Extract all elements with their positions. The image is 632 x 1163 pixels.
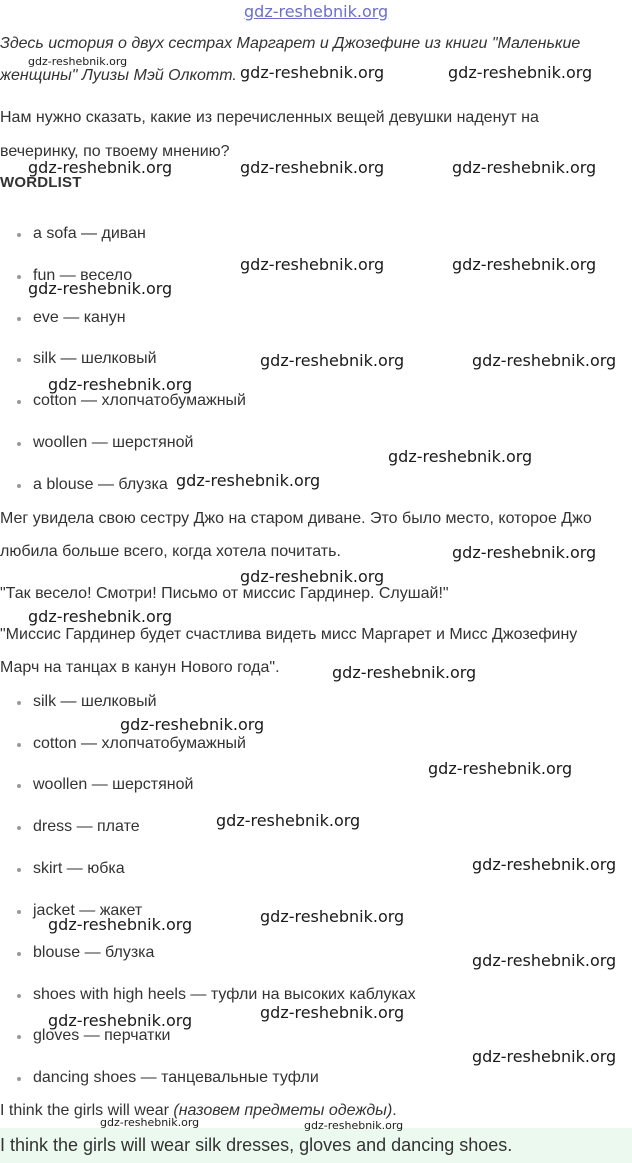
watermark: gdz-reshebnik.org (28, 607, 173, 626)
list-item: dress — плате (33, 818, 140, 835)
list-item: eve — канун (33, 309, 126, 326)
list-item: silk — шелковый (33, 350, 157, 367)
watermark: gdz-reshebnik.org (240, 255, 385, 274)
prompt-end: . (392, 1102, 397, 1119)
intro-line-2: женщины" Луизы Мэй Олкотт. (0, 67, 237, 84)
watermark: gdz-reshebnik.org (48, 375, 193, 394)
list-item: cotton — хлопчатобумажный (33, 735, 246, 752)
wordlist-heading: WORDLIST (0, 174, 82, 191)
watermark: gdz-reshebnik.org (28, 55, 128, 68)
watermark: gdz-reshebnik.org (240, 567, 385, 586)
list-item: a sofa — диван (33, 225, 146, 242)
story-line-1: Мег увидела свою сестру Джо на старом диване. Это было место, которое Джо (0, 510, 592, 527)
watermark: gdz-reshebnik.org (120, 715, 265, 734)
watermark: gdz-reshebnik.org (260, 1003, 405, 1022)
watermark: gdz-reshebnik.org (216, 811, 361, 830)
list-item: fun — весело (33, 267, 133, 284)
watermark: gdz-reshebnik.org (48, 915, 193, 934)
watermark: gdz-reshebnik.org (472, 1047, 617, 1066)
answer-box: I think the girls will wear silk dresses, gloves and dancing shoes. (0, 1128, 632, 1163)
story-line-2: любила больше всего, когда хотела почитать. (0, 543, 341, 560)
list-item: woollen — шерстяной (33, 776, 194, 793)
list-item: blouse — блузка (33, 944, 155, 961)
story-line-5: Марч на танцах в канун Нового года". (0, 659, 280, 676)
list-item: skirt — юбка (33, 860, 125, 877)
list-item: jacket — жакет (33, 902, 143, 919)
watermark: gdz-reshebnik.org (28, 158, 173, 177)
watermark: gdz-reshebnik.org (472, 951, 617, 970)
watermark: gdz-reshebnik.org (260, 907, 405, 926)
watermark: gdz-reshebnik.org (448, 63, 593, 82)
watermark: gdz-reshebnik.org (48, 1011, 193, 1030)
prompt-hint: (назовем предметы одежды) (173, 1102, 393, 1119)
story-line-3: "Так весело! Смотри! Письмо от миссис Гардинер. Слушай!" (0, 585, 449, 602)
watermark: gdz-reshebnik.org (260, 351, 405, 370)
watermark-link[interactable]: gdz-reshebnik.org (244, 2, 389, 21)
watermark: gdz-reshebnik.org (100, 1116, 200, 1129)
intro-line-1: Здесь история о двух сестрах Маргарет и Джозефине из книги "Маленькие (0, 35, 581, 52)
watermark: gdz-reshebnik.org (472, 855, 617, 874)
list-item: dancing shoes — танцевальные туфли (33, 1069, 319, 1086)
watermark: gdz-reshebnik.org (428, 759, 573, 778)
list-item: a blouse — блузка (33, 476, 168, 493)
watermark: gdz-reshebnik.org (304, 1119, 404, 1132)
watermark: gdz-reshebnik.org (240, 63, 385, 82)
story-line-4: "Миссис Гардинер будет счастлива видеть мисс Маргарет и Мисс Джозефину (0, 626, 578, 643)
task-line-2: вечеринку, по твоему мнению? (0, 143, 230, 160)
watermark: gdz-reshebnik.org (240, 158, 385, 177)
watermark: gdz-reshebnik.org (452, 543, 597, 562)
watermark: gdz-reshebnik.org (28, 279, 173, 298)
task-line-1: Нам нужно сказать, какие из перечисленных вещей девушки наденут на (0, 109, 539, 126)
prompt-text: I think the girls will wear (0, 1102, 174, 1119)
list-item: gloves — перчатки (33, 1027, 171, 1044)
watermark: gdz-reshebnik.org (452, 255, 597, 274)
list-item: silk — шелковый (33, 693, 157, 710)
list-item: shoes with high heels — туфли на высоких каблуках (33, 986, 416, 1003)
watermark: gdz-reshebnik.org (452, 158, 597, 177)
list-item: cotton — хлопчатобумажный (33, 392, 246, 409)
watermark: gdz-reshebnik.org (388, 447, 533, 466)
watermark: gdz-reshebnik.org (332, 663, 477, 682)
watermark: gdz-reshebnik.org (472, 351, 617, 370)
watermark: gdz-reshebnik.org (176, 471, 321, 490)
list-item: woollen — шерстяной (33, 434, 194, 451)
